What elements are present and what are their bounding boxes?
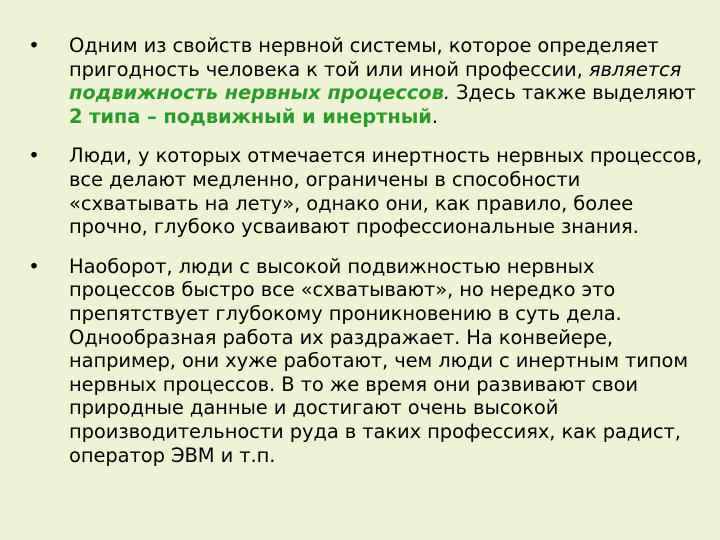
- bullet-text: Одним из свойств нервной системы, которое определяет пригодность человека к той или иной профессии,: [69, 34, 659, 81]
- bullet-item-inert-type: [24, 144, 704, 238]
- italic-verb: является: [588, 57, 682, 81]
- bullet-text: Люди, у которых отмечается инертность нервных процессов, все делают медленно, ограничены в способности «схватывать на лету», однако они, как правило, более прочно, глубоко усваивают профессиональные знания.: [69, 144, 703, 239]
- bullet-list: [24, 34, 704, 483]
- bullet-marker: •: [28, 254, 40, 278]
- bullet-item-mobility-definition: [24, 34, 704, 128]
- bullet-text: .: [431, 104, 438, 128]
- bullet-marker: •: [28, 144, 40, 168]
- highlight-types: 2 типа – подвижный и инертный: [69, 104, 432, 128]
- bullet-text: Здесь также выделяют: [449, 81, 696, 105]
- bullet-text: Наоборот, люди с высокой подвижностью нервных процессов быстро все «схватывают», но нередко это препятствует глубокому проникновению в суть дела. Однообразная работа их раздражает. На конвейере, например, они хуже работают, чем люди с инертным типом нервных процессов. В то же время они развивают свои природные данные и достигают очень высокой производительности руда в таких профессиях, как радист, оператор ЭВМ и т.п.: [69, 254, 688, 467]
- highlight-term: подвижность нервных процессов: [69, 81, 444, 105]
- italic-period: .: [443, 81, 450, 105]
- bullet-item-mobile-type: [24, 255, 704, 467]
- bullet-marker: •: [28, 34, 40, 57]
